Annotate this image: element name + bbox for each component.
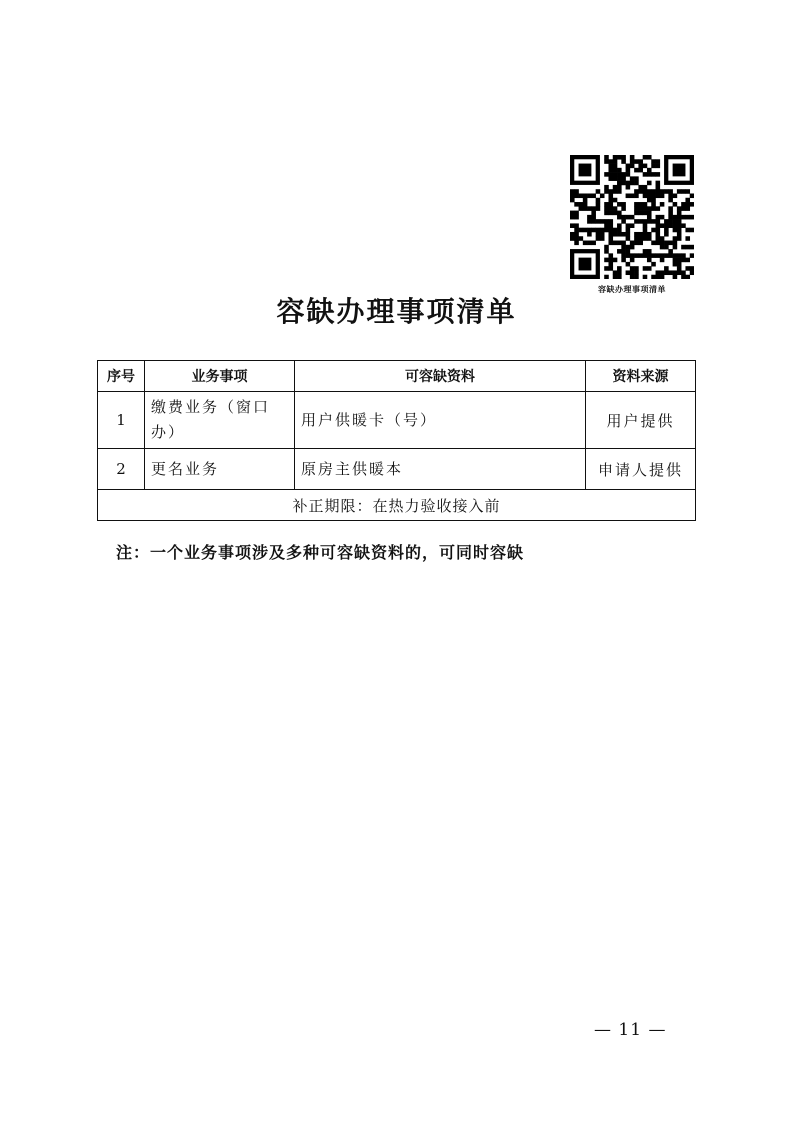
table-row — [98, 392, 696, 449]
header-material: 可容缺资料 — [295, 361, 586, 392]
row-material: 用户供暖卡（号） — [295, 392, 586, 449]
note-text: 注：一个业务事项涉及多种可容缺资料的，可同时容缺 — [116, 543, 525, 562]
row-source: 申请人提供 — [586, 449, 696, 490]
header-no: 序号 — [98, 361, 145, 392]
items-table — [97, 360, 696, 521]
header-item: 业务事项 — [145, 361, 295, 392]
row-no: 1 — [98, 392, 145, 449]
header-source: 资料来源 — [586, 361, 696, 392]
row-no: 2 — [98, 449, 145, 490]
table-footer-row — [98, 490, 696, 521]
page-title: 容缺办理事项清单 — [276, 295, 517, 328]
table-row — [98, 449, 696, 490]
row-item: 更名业务 — [145, 449, 295, 490]
page-number: — 11 — — [594, 1020, 667, 1040]
table-header-row — [98, 361, 696, 392]
qr-code-icon — [570, 155, 694, 279]
qr-caption: 容缺办理事项清单 — [598, 285, 666, 294]
qr-code — [570, 155, 694, 295]
row-material: 原房主供暖本 — [295, 449, 586, 490]
deadline-note: 补正期限：在热力验收接入前 — [98, 490, 696, 521]
row-item: 缴费业务（窗口办） — [145, 392, 295, 449]
row-source: 用户提供 — [586, 392, 696, 449]
